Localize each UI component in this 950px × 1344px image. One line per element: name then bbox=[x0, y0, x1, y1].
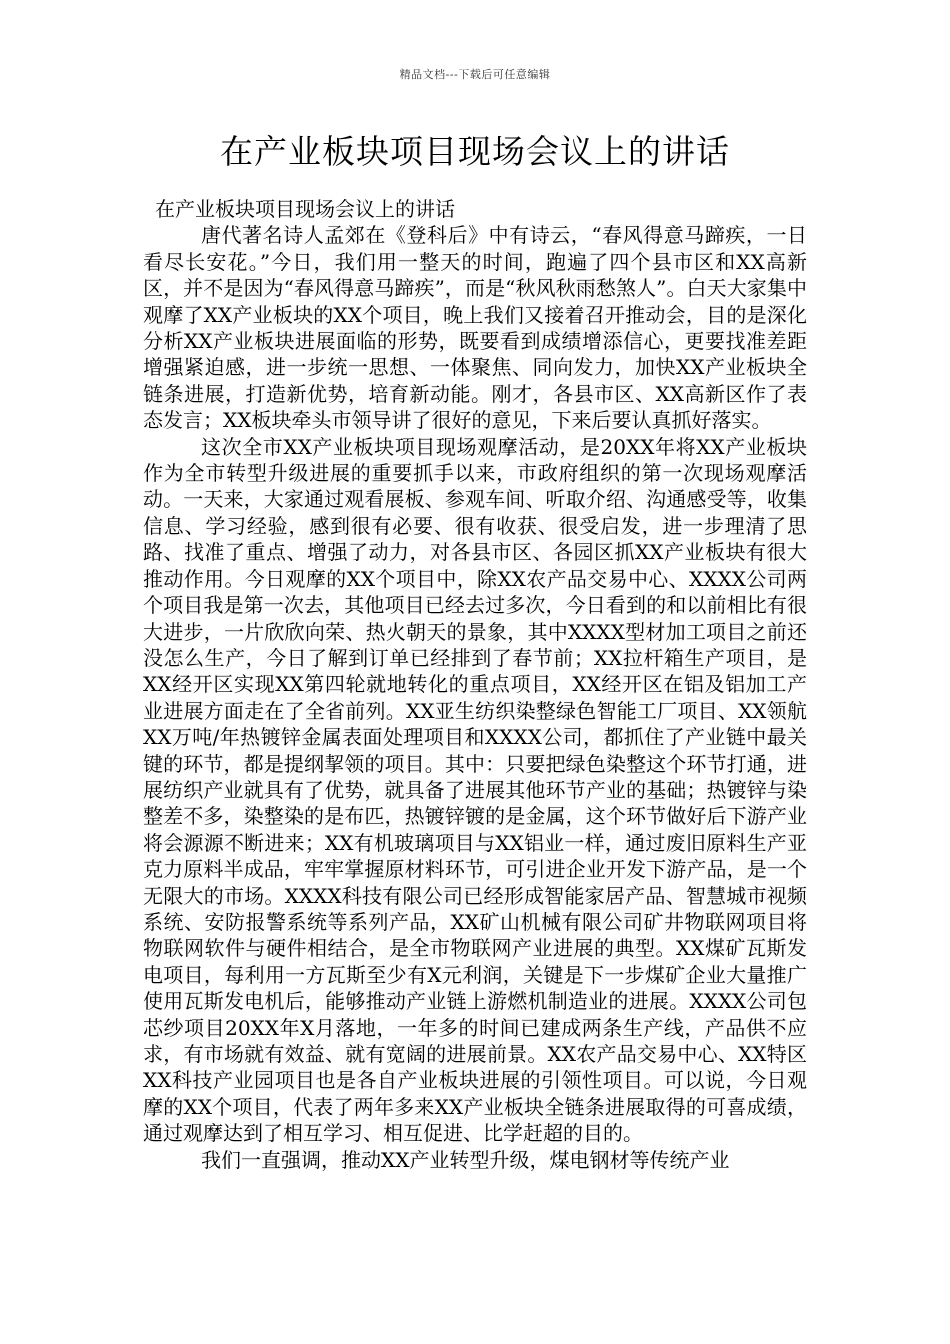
document-title: 在产业板块项目现场会议上的讲话 bbox=[220, 132, 730, 171]
header-note: 精品文档---下载后可任意编辑 bbox=[399, 68, 551, 81]
paragraph-2: 这次全市XX产业板块项目现场观摩活动，是20XX年将XX产业板块作为全市转型升级进展的重要抓手以来，市政府组织的第一次现场观摩活动。一天来，大家通过观看展板、参观车间、听取介绍、沟通感受等，收集信息、学习经验，感到很有必要、很有收获、很受启发，进一步理清了思路、找准了重点、增强了动力，对各县市区、各园区抓XX产业板块有很大推动作用。今日观摩的XX个项目中，除XX农产品交易中心、XXXX公司两个项目我是第一次去，其他项目已经去过多次，今日看到的和以前相比有很大进步，一片欣欣向荣、热火朝天的景象，其中XXXX型材加工项目之前还没怎么生产，今日了解到订单已经排到了春节前；XX拉杆箱生产项目，是XX经开区实现XX第四轮就地转化的重点项目，XX经开区在铝及铝加工产业进展方面走在了全省前列。XX亚生纺织染整绿色智能工厂项目、XX领航XX万吨/年热镀锌金属表面处理项目和XXXX公司，都抓住了产业链中最关键的环节，都是提纲挈领的项目。其中：只要把绿色染整这个环节打通，进展纺织产业就具有了优势，就具备了进展其他环节产业的基础；热镀锌与染整差不多，染整染的是布匹，热镀锌镀的是金属，这个环节做好后下游产业将会源源不断进来；XX有机玻璃项目与XX铝业一样，通过废旧原料生产亚克力原料半成品，牢牢掌握原材料环节，可引进企业开发下游产品，是一个无限大的市场。XXXX科技有限公司已经形成智能家居产品、智慧城市视频系统、安防报警系统等系列产品，XX矿山机械有限公司矿井物联网项目将物联网软件与硬件相结合，是全市物联网产业进展的典型。XX煤矿瓦斯发电项目，每利用一方瓦斯至少有X元利润，关键是下一步煤矿企业大量推广使用瓦斯发电机后，能够推动产业链上游燃机制造业的进展。XXXX公司包芯纱项目20XX年X月落地，一年多的时间已建成两条生产线，产品供不应求，有市场就有效益、就有宽阔的进展前景。XX农产品交易中心、XX特区XX科技产业园项目也是各自产业板块进展的引领性项目。可以说，今日观摩的XX个项目，代表了两年多来XX产业板块全链条进展取得的可喜成绩，通过观摩达到了相互学习、相互促进、比学赶超的目的。 bbox=[143, 434, 807, 1146]
paragraph-1: 唐代著名诗人孟郊在《登科后》中有诗云，“春风得意马蹄疾，一日看尽长安花。”今日，我们用一整天的时间，跑遍了四个县市区和XX高新区，并不是因为“春风得意马蹄疾”，而是“秋风秋雨愁煞人”。白天大家集中观摩了XX产业板块的XX个项目，晚上我们又接着召开推动会，目的是深化分析XX产业板块进展面临的形势，既要看到成绩增添信心，更要找准差距增强紧迫感，进一步统一思想、一体聚焦、同向发力，加快XX产业板块全链条进展，打造新优势，培育新动能。刚才，各县市区、XX高新区作了表态发言；XX板块牵头市领导讲了很好的意见，下来后要认真抓好落实。 bbox=[143, 223, 807, 433]
speech-subtitle: 在产业板块项目现场会议上的讲话 bbox=[155, 197, 455, 221]
document-body bbox=[143, 196, 807, 1173]
paragraph-3: 我们一直强调，推动XX产业转型升级，煤电钢材等传统产业 bbox=[201, 1147, 730, 1172]
